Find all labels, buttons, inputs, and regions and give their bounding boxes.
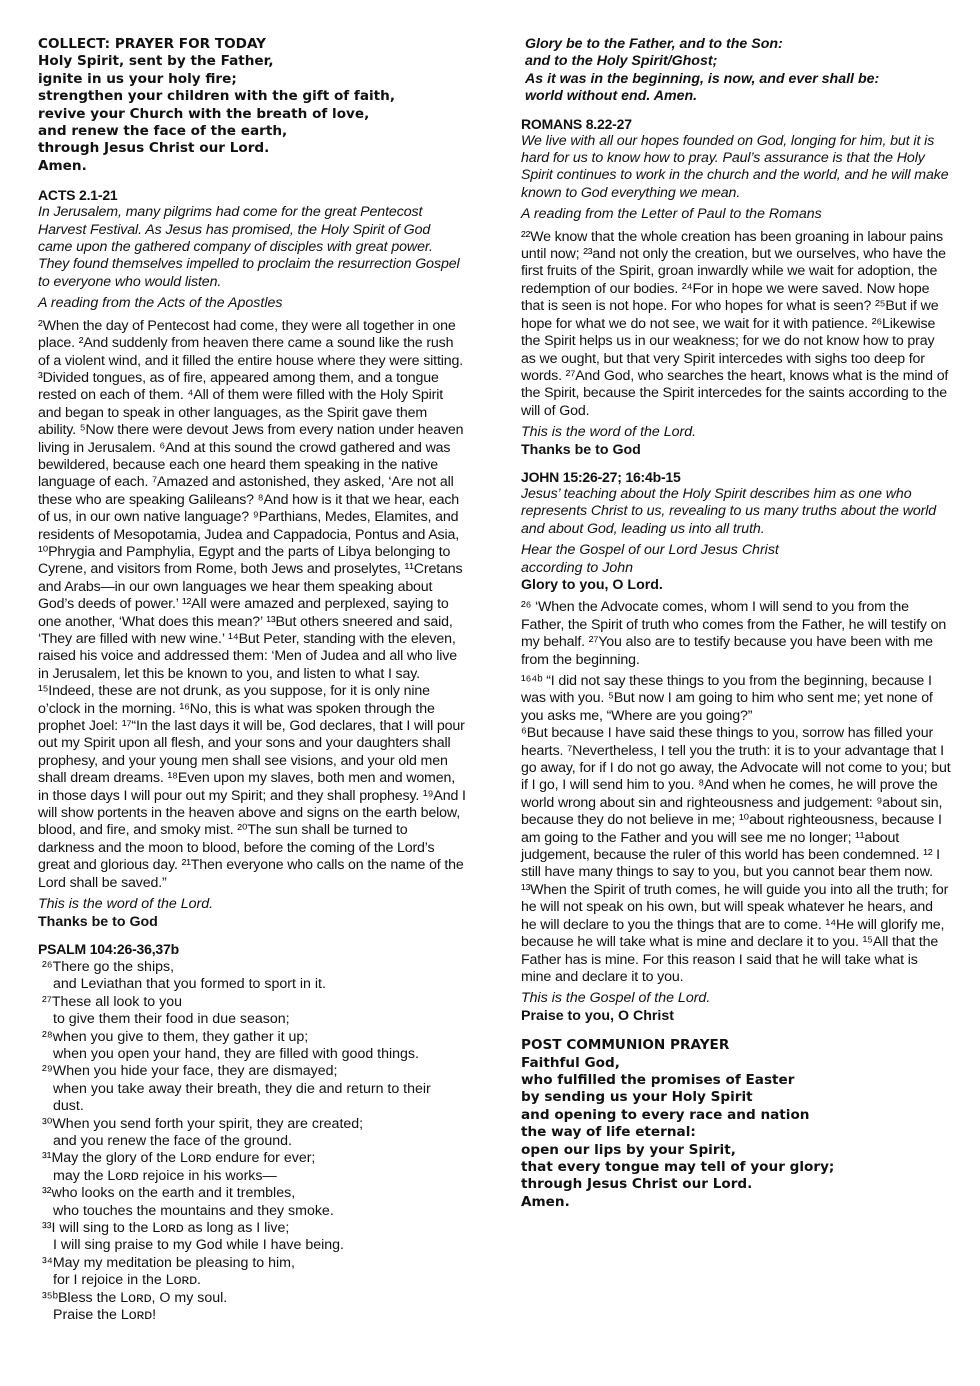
psalm-line: ²⁷These all look to you bbox=[42, 993, 182, 1010]
collect-line: strengthen your children with the gift of faith, bbox=[38, 88, 396, 105]
collect-line: Holy Spirit, sent by the Father, bbox=[38, 53, 274, 70]
psalm-line: and Leviathan that you formed to sport in it. bbox=[53, 976, 326, 993]
post-communion-heading: POST COMMUNION PRAYER bbox=[521, 1037, 730, 1054]
post-communion-line: that every tongue may tell of your glory; bbox=[521, 1158, 835, 1175]
post-communion-line: Faithful God, bbox=[521, 1054, 620, 1071]
psalm-line: dust. bbox=[53, 1098, 84, 1115]
psalm-line: I will sing praise to my God while I have being. bbox=[53, 1237, 344, 1254]
psalm-line: who touches the mountains and they smoke. bbox=[53, 1202, 334, 1219]
acts-intro: In Jerusalem, many pilgrims had come for the great Pentecost Harvest Festival. As Jesus has promised, the Holy Spirit of God came upon the gathered company of disciples with great power. They found themselves impelled to proclaim the resurrection Gospel to everyone who would listen. bbox=[38, 204, 460, 290]
post-communion-line: open our lips by your Spirit, bbox=[521, 1141, 736, 1158]
post-communion-section bbox=[521, 1037, 951, 1211]
gloria-section bbox=[521, 36, 951, 106]
collect-line: and renew the face of the earth, bbox=[38, 123, 288, 140]
psalm-text bbox=[38, 959, 466, 1325]
post-communion-line: Amen. bbox=[521, 1193, 570, 1210]
right-column bbox=[521, 36, 951, 1211]
post-communion-line: by sending us your Holy Spirit bbox=[521, 1089, 753, 1106]
post-communion-line: who fulfilled the promises of Easter bbox=[521, 1071, 795, 1088]
psalm-line: may the Lᴏʀᴅ rejoice in his works— bbox=[53, 1167, 277, 1184]
psalm-line: ³³I will sing to the Lᴏʀᴅ as long as I live; bbox=[42, 1220, 290, 1236]
acts-reading-title: A reading from the Acts of the Apostles bbox=[38, 295, 283, 312]
post-communion-line: through Jesus Christ our Lord. bbox=[521, 1176, 753, 1193]
collect-line: Amen. bbox=[38, 157, 87, 174]
psalm-line: ³⁰When you send forth your spirit, they are created; bbox=[42, 1115, 364, 1132]
post-communion-line: the way of life eternal: bbox=[521, 1124, 696, 1141]
gloria-line: world without end. Amen. bbox=[525, 88, 698, 105]
collect-section bbox=[38, 36, 466, 175]
collect-line: revive your Church with the breath of love, bbox=[38, 105, 370, 122]
romans-section bbox=[521, 116, 951, 459]
john-intro: Jesus’ teaching about the Holy Spirit describes him as one who represents Christ to us, revealing to us many truths about the world and about God, leading us into all truth. bbox=[521, 485, 937, 537]
romans-intro: We live with all our hopes founded on God, longing for him, but it is hard for us to know how to pray. Paul’s assurance is that the Holy Spirit continues to work in the church and the world, and he will make known to God everything we mean. bbox=[521, 132, 949, 201]
collect-line: through Jesus Christ our Lord. bbox=[38, 140, 270, 157]
psalm-line: when you open your hand, they are filled with good things. bbox=[53, 1045, 419, 1062]
john-heading: JOHN 15:26-27; 16:4b-15 bbox=[521, 468, 681, 485]
psalm-line: ²⁶There go the ships, bbox=[42, 958, 175, 975]
gloria-line: and to the Holy Spirit/Ghost; bbox=[525, 53, 718, 70]
john-paragraph: ⁶But because I have said these things to you, sorrow has filled your hearts. ⁷Nevertheless, I tell you the truth: it is to your advantage that I go away, for if I do not go away, the Advocate will not come to you; but if I go, I will send him to you. ⁸And when he comes, he will prove the world wrong about sin and righteousness and judgement: ⁹about sin, because they do not believe in me; ¹⁰about righteousness, because I am going to the Father and you will see me no longer; ¹¹about judgement, because the ruler of this world has been condemned. ¹² I still have many things to say to you, but you cannot bear them now. ¹³When the Spirit of truth comes, he will guide you into all the truth; for he will not speak on his own, but will speak whatever he hears, and he will declare to you the things that are to come. ¹⁴He will glorify me, because he will take what is mine and declare it to you. ¹⁵All that the Father has is mine. For this reason I said that he will take what is mine and declare it to you. bbox=[521, 725, 951, 985]
john-ending: This is the Gospel of the Lord. bbox=[521, 990, 711, 1007]
gloria-line: As it was in the beginning, is now, and ever shall be: bbox=[525, 70, 880, 87]
john-section bbox=[521, 469, 951, 1025]
romans-heading: ROMANS 8.22-27 bbox=[521, 115, 632, 132]
gloria-line: Glory be to the Father, and to the Son: bbox=[525, 36, 783, 52]
psalm-line: ³²who looks on the earth and it trembles, bbox=[42, 1185, 296, 1202]
psalm-line: ³⁴May my meditation be pleasing to him, bbox=[42, 1254, 295, 1271]
collect-heading: COLLECT: PRAYER FOR TODAY bbox=[38, 36, 267, 52]
left-column bbox=[38, 36, 466, 1324]
romans-reading-title: A reading from the Letter of Paul to the Romans bbox=[521, 206, 822, 223]
psalm-line: when you take away their breath, they die and return to their bbox=[53, 1080, 431, 1097]
psalm-line: for I rejoice in the Lᴏʀᴅ. bbox=[53, 1272, 201, 1289]
post-communion-prayer bbox=[521, 1037, 951, 1211]
john-reading-title-2: according to John bbox=[521, 559, 633, 576]
romans-paragraph: ²²We know that the whole creation has been groaning in labour pains until now; ²³and not only the creation, but we ourselves, who have the first fruits of the Spirit, groan inwardly while we wait for adoption, the redemption of our bodies. ²⁴For in hope we were saved. Now hope that is seen is not hope. For who hopes for what is seen? ²⁵But if we hope for what we do not see, we wait for it with patience. ²⁶Likewise the Spirit helps us in our weakness; for we do not know how to pray as we ought, but that very Spirit intercedes with sighs too deep for words. ²⁷And God, who searches the heart, knows what is the mind of the Spirit, because the Spirit intercedes for the saints according to the will of God. bbox=[521, 228, 949, 419]
psalm-line: Praise the Lᴏʀᴅ! bbox=[53, 1307, 157, 1324]
psalm-section bbox=[38, 941, 466, 1325]
acts-response: Thanks be to God bbox=[38, 913, 158, 930]
john-acclamation: Glory to you, O Lord. bbox=[521, 576, 663, 593]
john-reading-title: Hear the Gospel of our Lord Jesus Christ bbox=[521, 542, 779, 559]
john-paragraph: ¹⁶⁴ᵇ “I did not say these things to you from the beginning, because I was with you. ⁵But now I am going to him who sent me; yet none of you asks me, “Where are you going?” bbox=[521, 673, 933, 724]
psalm-line: and you renew the face of the ground. bbox=[53, 1132, 292, 1149]
acts-section bbox=[38, 187, 466, 931]
psalm-line: ²⁸when you give to them, they gather it up; bbox=[42, 1028, 309, 1045]
john-text bbox=[521, 599, 951, 986]
romans-ending: This is the word of the Lord. bbox=[521, 424, 697, 441]
romans-response: Thanks be to God bbox=[521, 441, 641, 458]
john-response: Praise to you, O Christ bbox=[521, 1007, 674, 1024]
collect-line: ignite in us your holy fire; bbox=[38, 70, 237, 87]
psalm-line: to give them their food in due season; bbox=[53, 1011, 290, 1028]
psalm-heading: PSALM 104:26-36,37b bbox=[38, 940, 179, 957]
psalm-line: ³⁵ᵇBless the Lᴏʀᴅ, O my soul. bbox=[42, 1289, 228, 1306]
romans-text bbox=[521, 229, 951, 420]
acts-paragraph: ²When the day of Pentecost had come, they were all together in one place. ²And suddenly from heaven there came a sound like the rush of a violent wind, and it filled the entire house where they were sitting. ³Divided tongues, as of fire, appeared among them, and a tongue rested on each of them. ⁴All of them were filled with the Holy Spirit and began to speak in other languages, as the Spirit gave them ability. ⁵Now there were devout Jews from every nation under heaven living in Jerusalem. ⁶And at this sound the crowd gathered and was bewildered, because each one heard them speaking in the native language of each. ⁷Amazed and astonished, they asked, ‘Are not all these who are speaking Galileans? ⁸And how is it that we hear, each of us, in our own native language? ⁹Parthians, Medes, Elamites, and residents of Mesopotamia, Judea and Cappadocia, Pontus and Asia, ¹⁰Phrygia and Pamphylia, Egypt and the parts of Libya belonging to Cyrene, and visitors from Rome, both Jews and proselytes, ¹¹Cretans and Arabs—in our own languages we hear them speaking about God’s deeds of power.’ ¹²All were amazed and perplexed, saying to one another, ‘What does this mean?’ ¹³But others sneered and said, ‘They are filled with new wine.’ ¹⁴But Peter, standing with the eleven, raised his voice and addressed them: ‘Men of Judea and all who live in Jerusalem, let this be known to you, and listen to what I say. ¹⁵Indeed, these are not drunk, as you suppose, for it is only nine o’clock in the morning. ¹⁶No, this is what was spoken through the prophet Joel: ¹⁷“In the last days it will be, God declares, that I will pour out my Spirit upon all flesh, and your sons and your daughters shall prophesy, and your young men shall see visions, and your old men shall dream dreams. ¹⁸Even upon my slaves, both men and women, in those days I will pour out my Spirit; and they shall prophesy. ¹⁹And I will show portents in the heaven above and signs on the earth below, blood, and fire, and smoky mist. ²⁰The sun shall be turned to darkness and the moon to blood, before the coming of the Lord’s great and glorious day. ²¹Then everyone who calls on the name of the Lord shall be saved.” bbox=[38, 317, 466, 891]
acts-heading: ACTS 2.1-21 bbox=[38, 187, 118, 204]
john-paragraph: ²⁶ ‘When the Advocate comes, whom I will send to you from the Father, the Spirit of truth who comes from the Father, he will testify on my behalf. ²⁷You also are to testify because you have been with me from the beginning. bbox=[521, 599, 947, 668]
psalm-line: ³¹May the glory of the Lᴏʀᴅ endure for ever; bbox=[42, 1150, 316, 1167]
post-communion-line: and opening to every race and nation bbox=[521, 1106, 810, 1123]
psalm-line: ²⁹When you hide your face, they are dismayed; bbox=[42, 1063, 338, 1080]
acts-ending: This is the word of the Lord. bbox=[38, 896, 214, 913]
acts-text bbox=[38, 318, 466, 892]
collect-prayer bbox=[38, 36, 466, 175]
